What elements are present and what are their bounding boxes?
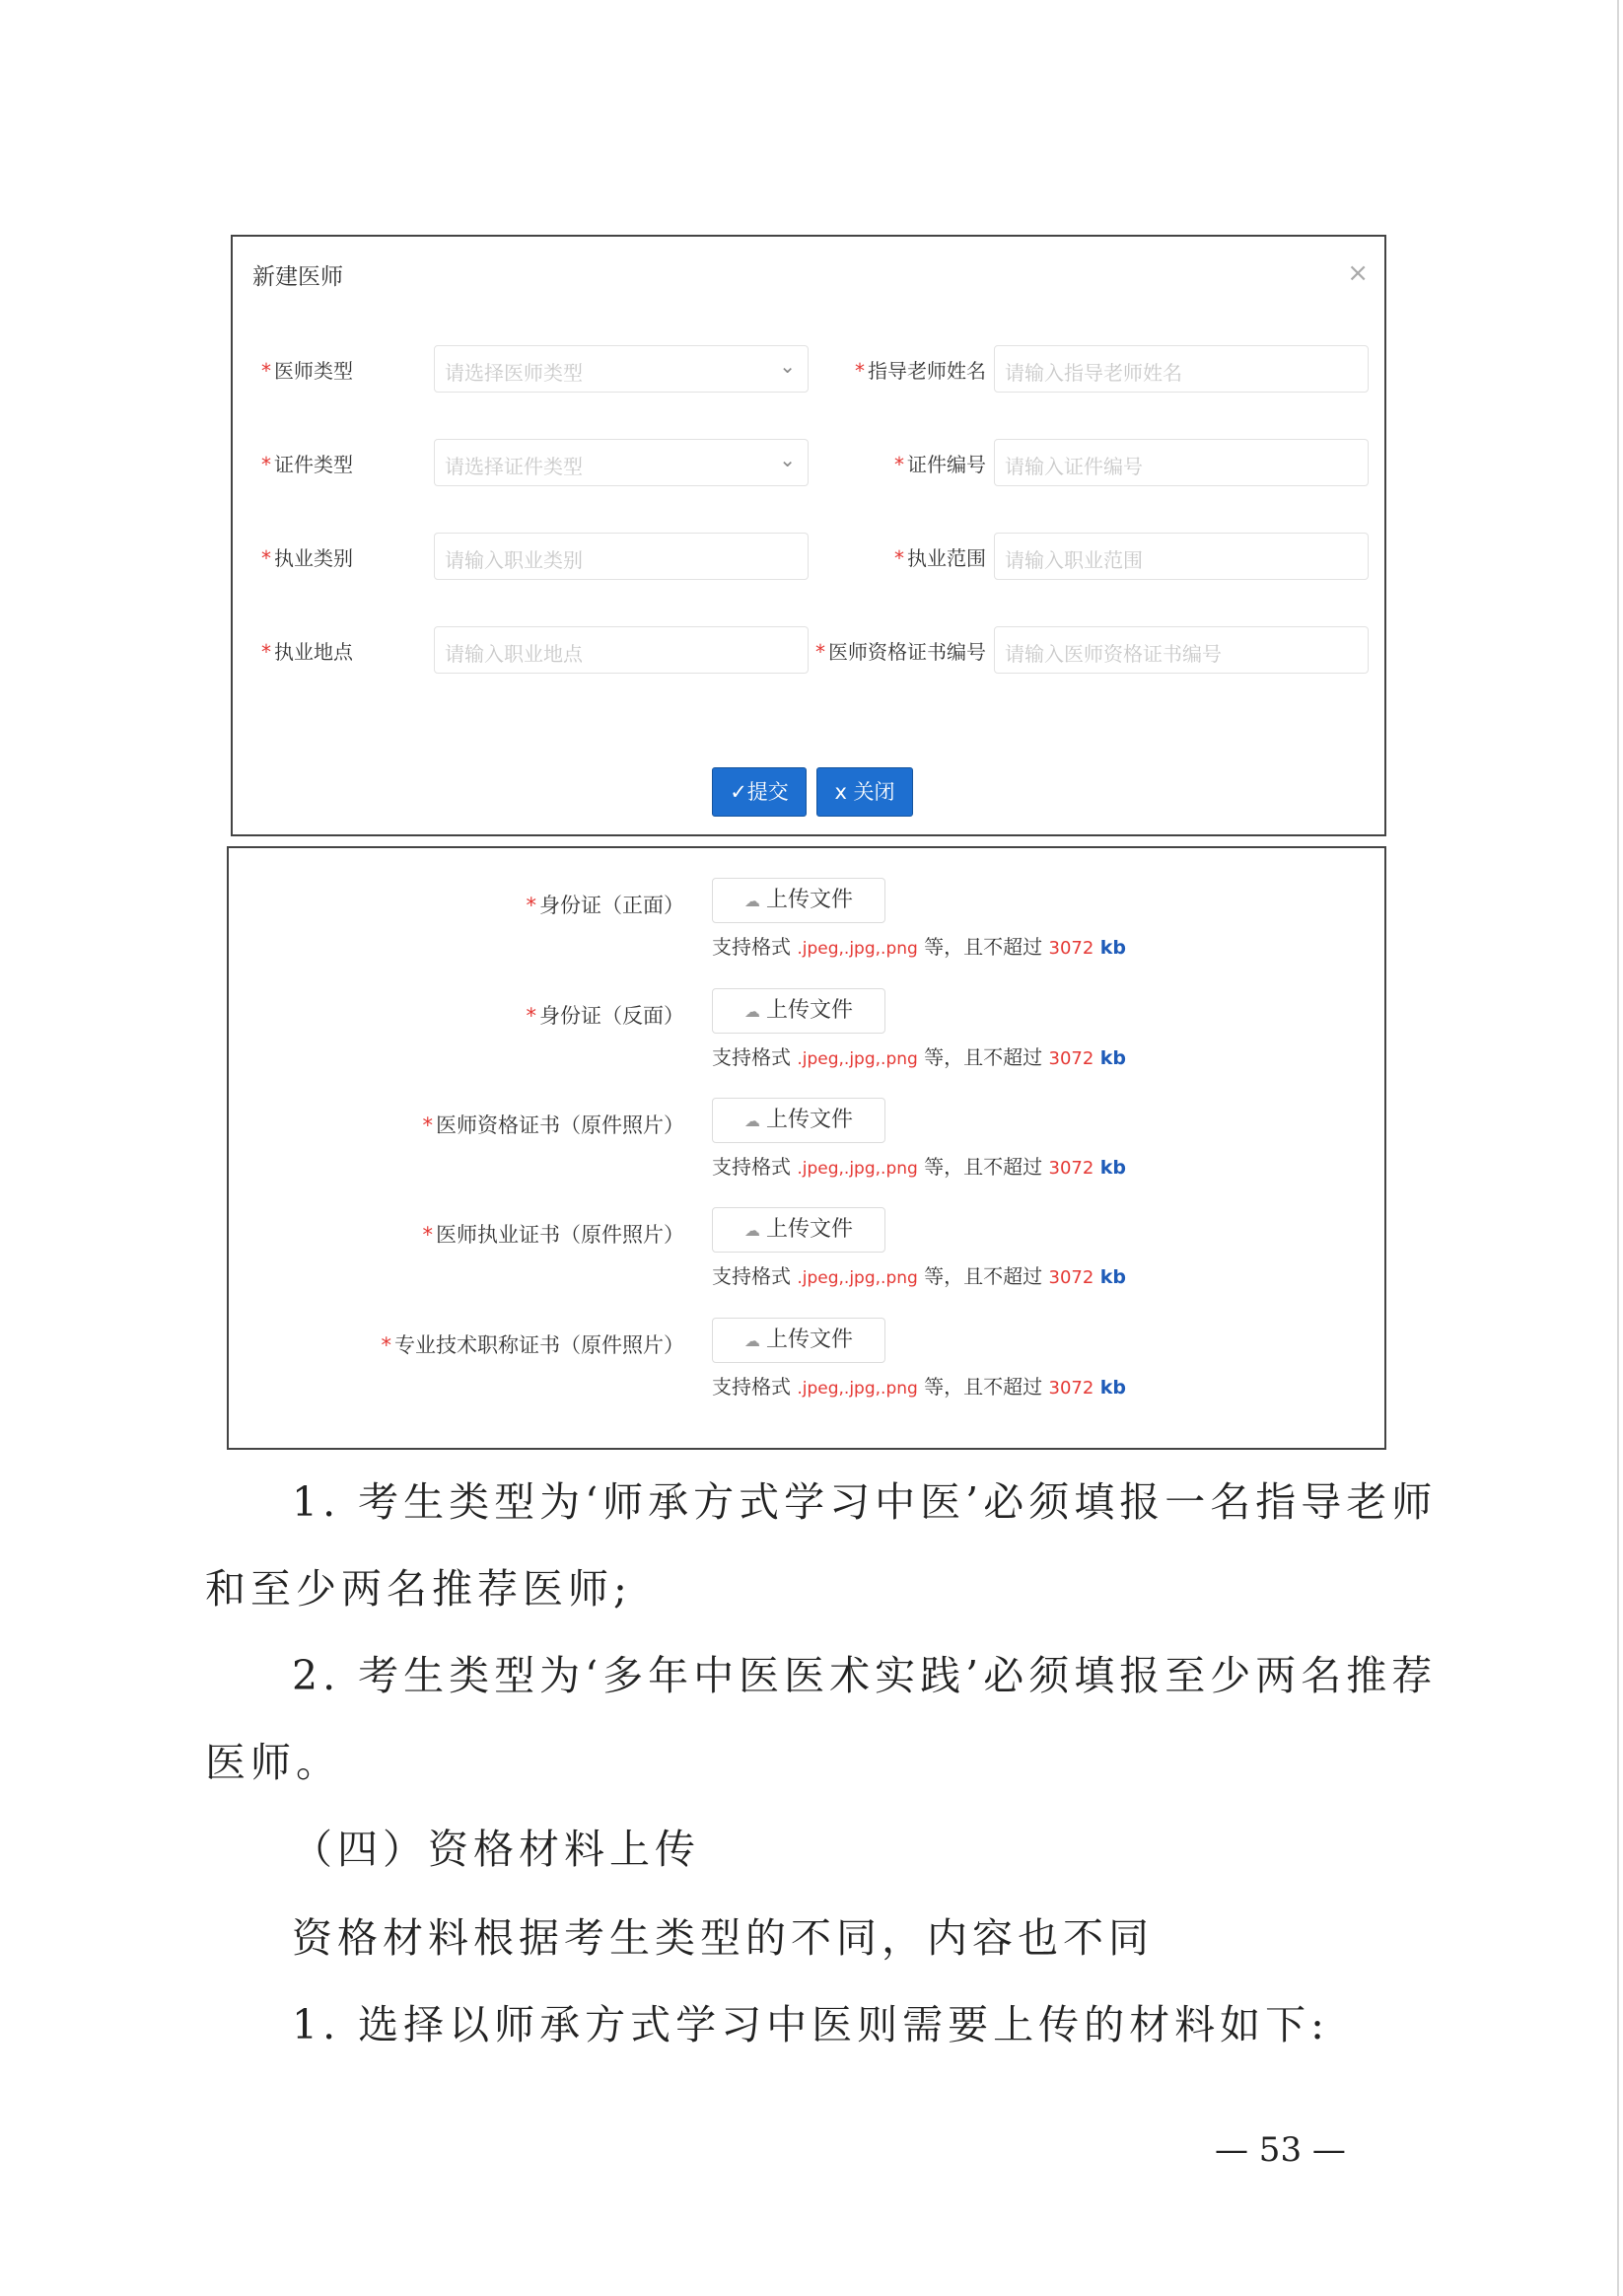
dialog-title: 新建医师 (252, 264, 343, 290)
close-icon[interactable]: × (1347, 258, 1369, 288)
id-number-input[interactable]: 请输入证件编号 (994, 439, 1369, 486)
cloud-upload-icon: ☁ (743, 1221, 760, 1240)
page-edge-line (1617, 0, 1619, 2296)
upload-hint: 支持格式 .jpeg,.jpg,.png 等，且不超过 3072 kb (712, 1375, 1126, 1399)
upload-button-practice-cert[interactable]: ☁ 上传文件 (712, 1207, 885, 1253)
chevron-down-icon: ⌄ (779, 448, 796, 471)
practice-scope-input[interactable]: 请输入职业范围 (994, 533, 1369, 580)
upload-label-practice-cert: * 医师执业证书（原件照片） (422, 1223, 684, 1247)
upload-label-id-front: * 身份证（正面） (526, 894, 684, 917)
field-label-practice-category: * 执业类别 (261, 546, 353, 570)
field-label-mentor-name: * 指导老师姓名 (855, 359, 986, 383)
upload-hint: 支持格式 .jpeg,.jpg,.png 等，且不超过 3072 kb (712, 1045, 1126, 1069)
paragraph-3: 资格材料根据考生类型的不同，内容也不同 (292, 1914, 1154, 1962)
cloud-upload-icon: ☁ (743, 1112, 760, 1130)
upload-button-qualification-cert[interactable]: ☁ 上传文件 (712, 1098, 885, 1143)
id-type-select[interactable]: 请选择证件类型 ⌄ (434, 439, 809, 486)
upload-button-professional-title-cert[interactable]: ☁ 上传文件 (712, 1318, 885, 1363)
page-number: — 53 — (1215, 2130, 1346, 2170)
paragraph-2-line-2: 医师。 (205, 1739, 341, 1786)
cloud-upload-icon: ☁ (743, 1002, 760, 1021)
mentor-name-input[interactable]: 请输入指导老师姓名 (994, 345, 1369, 393)
paragraph-2-line-1: 2. 考生类型为‘多年中医医术实践’必须填报至少两名推荐 (292, 1652, 1438, 1699)
submit-button[interactable]: ✓提交 (712, 767, 807, 817)
qualification-cert-number-input[interactable]: 请输入医师资格证书编号 (994, 626, 1369, 674)
paragraph-1-line-1: 1. 考生类型为‘师承方式学习中医’必须填报一名指导老师 (292, 1478, 1438, 1526)
practice-category-input[interactable]: 请输入职业类别 (434, 533, 809, 580)
field-label-qualification-cert-number: * 医师资格证书编号 (815, 640, 986, 664)
upload-button-id-front[interactable]: ☁ 上传文件 (712, 878, 885, 923)
upload-hint: 支持格式 .jpeg,.jpg,.png 等，且不超过 3072 kb (712, 935, 1126, 959)
doctor-type-select[interactable]: 请选择医师类型 ⌄ (434, 345, 809, 393)
upload-label-id-back: * 身份证（反面） (526, 1004, 684, 1028)
field-label-id-type: * 证件类型 (261, 453, 353, 476)
practice-location-input[interactable]: 请输入职业地点 (434, 626, 809, 674)
cloud-upload-icon: ☁ (743, 892, 760, 910)
upload-button-id-back[interactable]: ☁ 上传文件 (712, 988, 885, 1034)
close-button[interactable]: x 关闭 (816, 767, 913, 817)
upload-label-professional-title-cert: * 专业技术职称证书（原件照片） (381, 1333, 684, 1357)
field-label-practice-location: * 执业地点 (261, 640, 353, 664)
field-label-id-number: * 证件编号 (894, 453, 986, 476)
section-heading: （四）资格材料上传 (292, 1826, 700, 1873)
paragraph-1-line-2: 和至少两名推荐医师; (205, 1565, 632, 1613)
new-doctor-dialog (231, 235, 1386, 836)
upload-hint: 支持格式 .jpeg,.jpg,.png 等，且不超过 3072 kb (712, 1155, 1126, 1179)
chevron-down-icon: ⌄ (779, 354, 796, 378)
upload-panel (227, 846, 1386, 1450)
upload-hint: 支持格式 .jpeg,.jpg,.png 等，且不超过 3072 kb (712, 1264, 1126, 1288)
paragraph-4: 1. 选择以师承方式学习中医则需要上传的材料如下: (292, 2001, 1329, 2048)
field-label-doctor-type: * 医师类型 (261, 359, 353, 383)
upload-label-qualification-cert: * 医师资格证书（原件照片） (422, 1113, 684, 1137)
cloud-upload-icon: ☁ (743, 1331, 760, 1350)
field-label-practice-scope: * 执业范围 (894, 546, 986, 570)
